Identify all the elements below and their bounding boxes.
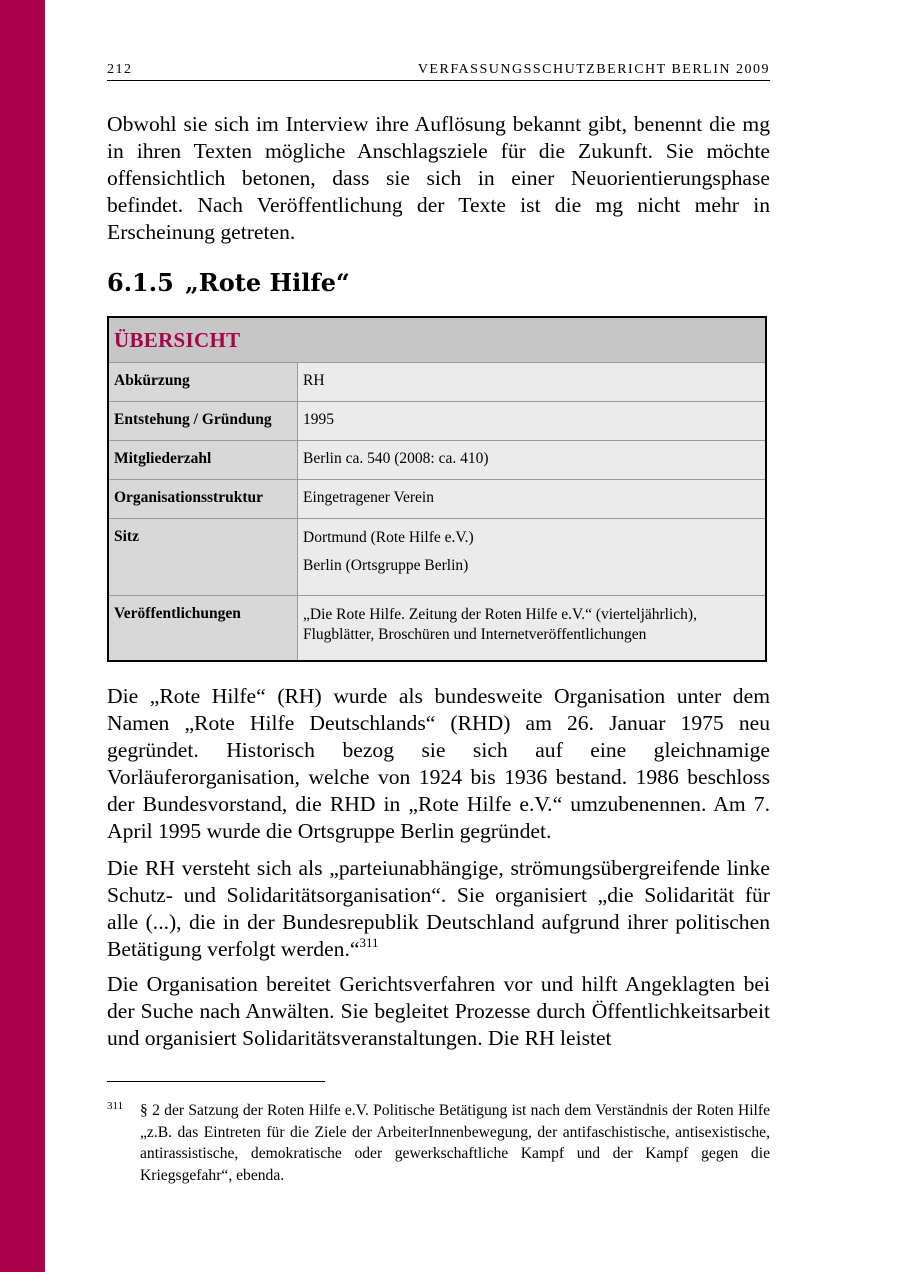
body-paragraph: Obwohl sie sich im Interview ihre Auflösung bekannt gibt, benennt die mg in ihren Texten mögliche Anschlagsziele für die Zukunft. Sie möchte offensichtlich betonen, dass sie sich in einer Neuorientierungsphase befindet. Nach Veröffentlichung der Texte ist die mg nicht mehr in Erscheinung getreten. [107, 112, 770, 244]
row-label: Sitz [109, 519, 298, 595]
section-number: 6.1.5 [107, 268, 174, 297]
paragraph-text: Die RH versteht sich als „parteiunabhängige, strömungsübergreifende linke Schutz- und Solidaritätsorganisation“. Sie organisiert „die Solidarität für alle (...), die in der Bundesrepublik Deutschland aufgrund ihrer politischen Betätigung verfolgt werden.“ [107, 856, 770, 961]
section-heading [107, 268, 350, 298]
row-value: Eingetragener Verein [298, 480, 765, 518]
row-value: Berlin ca. 540 (2008: ca. 410) [298, 441, 765, 479]
table-row [109, 518, 765, 595]
table-row [109, 440, 765, 479]
row-label: Veröffentlichungen [109, 596, 298, 660]
table-row [109, 595, 765, 660]
value-line: „Die Rote Hilfe. Zeitung der Roten Hilfe e.V.“ (vierteljährlich), [303, 606, 697, 623]
footnote [107, 1100, 770, 1186]
side-color-bar [0, 0, 45, 1272]
overview-table [107, 316, 767, 662]
row-label: Mitgliederzahl [109, 441, 298, 479]
table-row [109, 401, 765, 440]
running-title: VERFASSUNGSSCHUTZBERICHT BERLIN 2009 [417, 62, 770, 77]
footnote-divider [107, 1081, 325, 1082]
table-row [109, 363, 765, 401]
row-value: RH [298, 363, 765, 401]
row-label: Abkürzung [109, 363, 298, 401]
footnote-text: § 2 der Satzung der Roten Hilfe e.V. Politische Betätigung ist nach dem Verständnis der Roten Hilfe „z.B. das Eintreten für die Ziele der ArbeiterInnenbewegung, der antifaschistische, antisexistische, antirassistische, demokratische oder gewerkschaftliche Kampf und der Kampf gegen die Kriegsgefahr“, ebenda. [140, 1102, 770, 1184]
body-paragraph: Die Organisation bereitet Gerichtsverfahren vor und hilft Angeklagten bei der Suche nach Anwälten. Sie begleitet Prozesse durch Öffentlichkeitsarbeit und organisiert Solidaritätsveranstaltungen. Die RH leistet [107, 972, 770, 1050]
value-line: Flugblätter, Broschüren und Internetveröffentlichungen [303, 626, 647, 643]
running-header [107, 62, 770, 81]
value-line: Berlin (Ortsgruppe Berlin) [303, 557, 469, 574]
row-value [298, 519, 765, 595]
page-number: 212 [107, 62, 133, 77]
section-title: „Rote Hilfe“ [185, 268, 350, 297]
body-paragraph [107, 855, 770, 963]
row-value [298, 596, 765, 660]
overview-title: ÜBERSICHT [109, 318, 765, 363]
table-row [109, 479, 765, 518]
body-paragraph: Die „Rote Hilfe“ (RH) wurde als bundesweite Organisation unter dem Namen „Rote Hilfe Deutschlands“ (RHD) am 26. Januar 1975 neu gegründet. Historisch bezog sie sich auf eine gleichnamige Vorläuferorganisation, welche von 1924 bis 1936 bestand. 1986 beschloss der Bundesvorstand, die RHD in „Rote Hilfe e.V.“ umzubenennen. Am 7. April 1995 wurde die Ortsgruppe Berlin gegründet. [107, 684, 770, 843]
row-label: Entstehung / Gründung [109, 402, 298, 440]
row-label: Organisationsstruktur [109, 480, 298, 518]
footnote-reference[interactable]: 311 [359, 935, 379, 950]
footnote-number: 311 [107, 1100, 124, 1112]
value-line: Dortmund (Rote Hilfe e.V.) [303, 529, 474, 546]
row-value: 1995 [298, 402, 765, 440]
